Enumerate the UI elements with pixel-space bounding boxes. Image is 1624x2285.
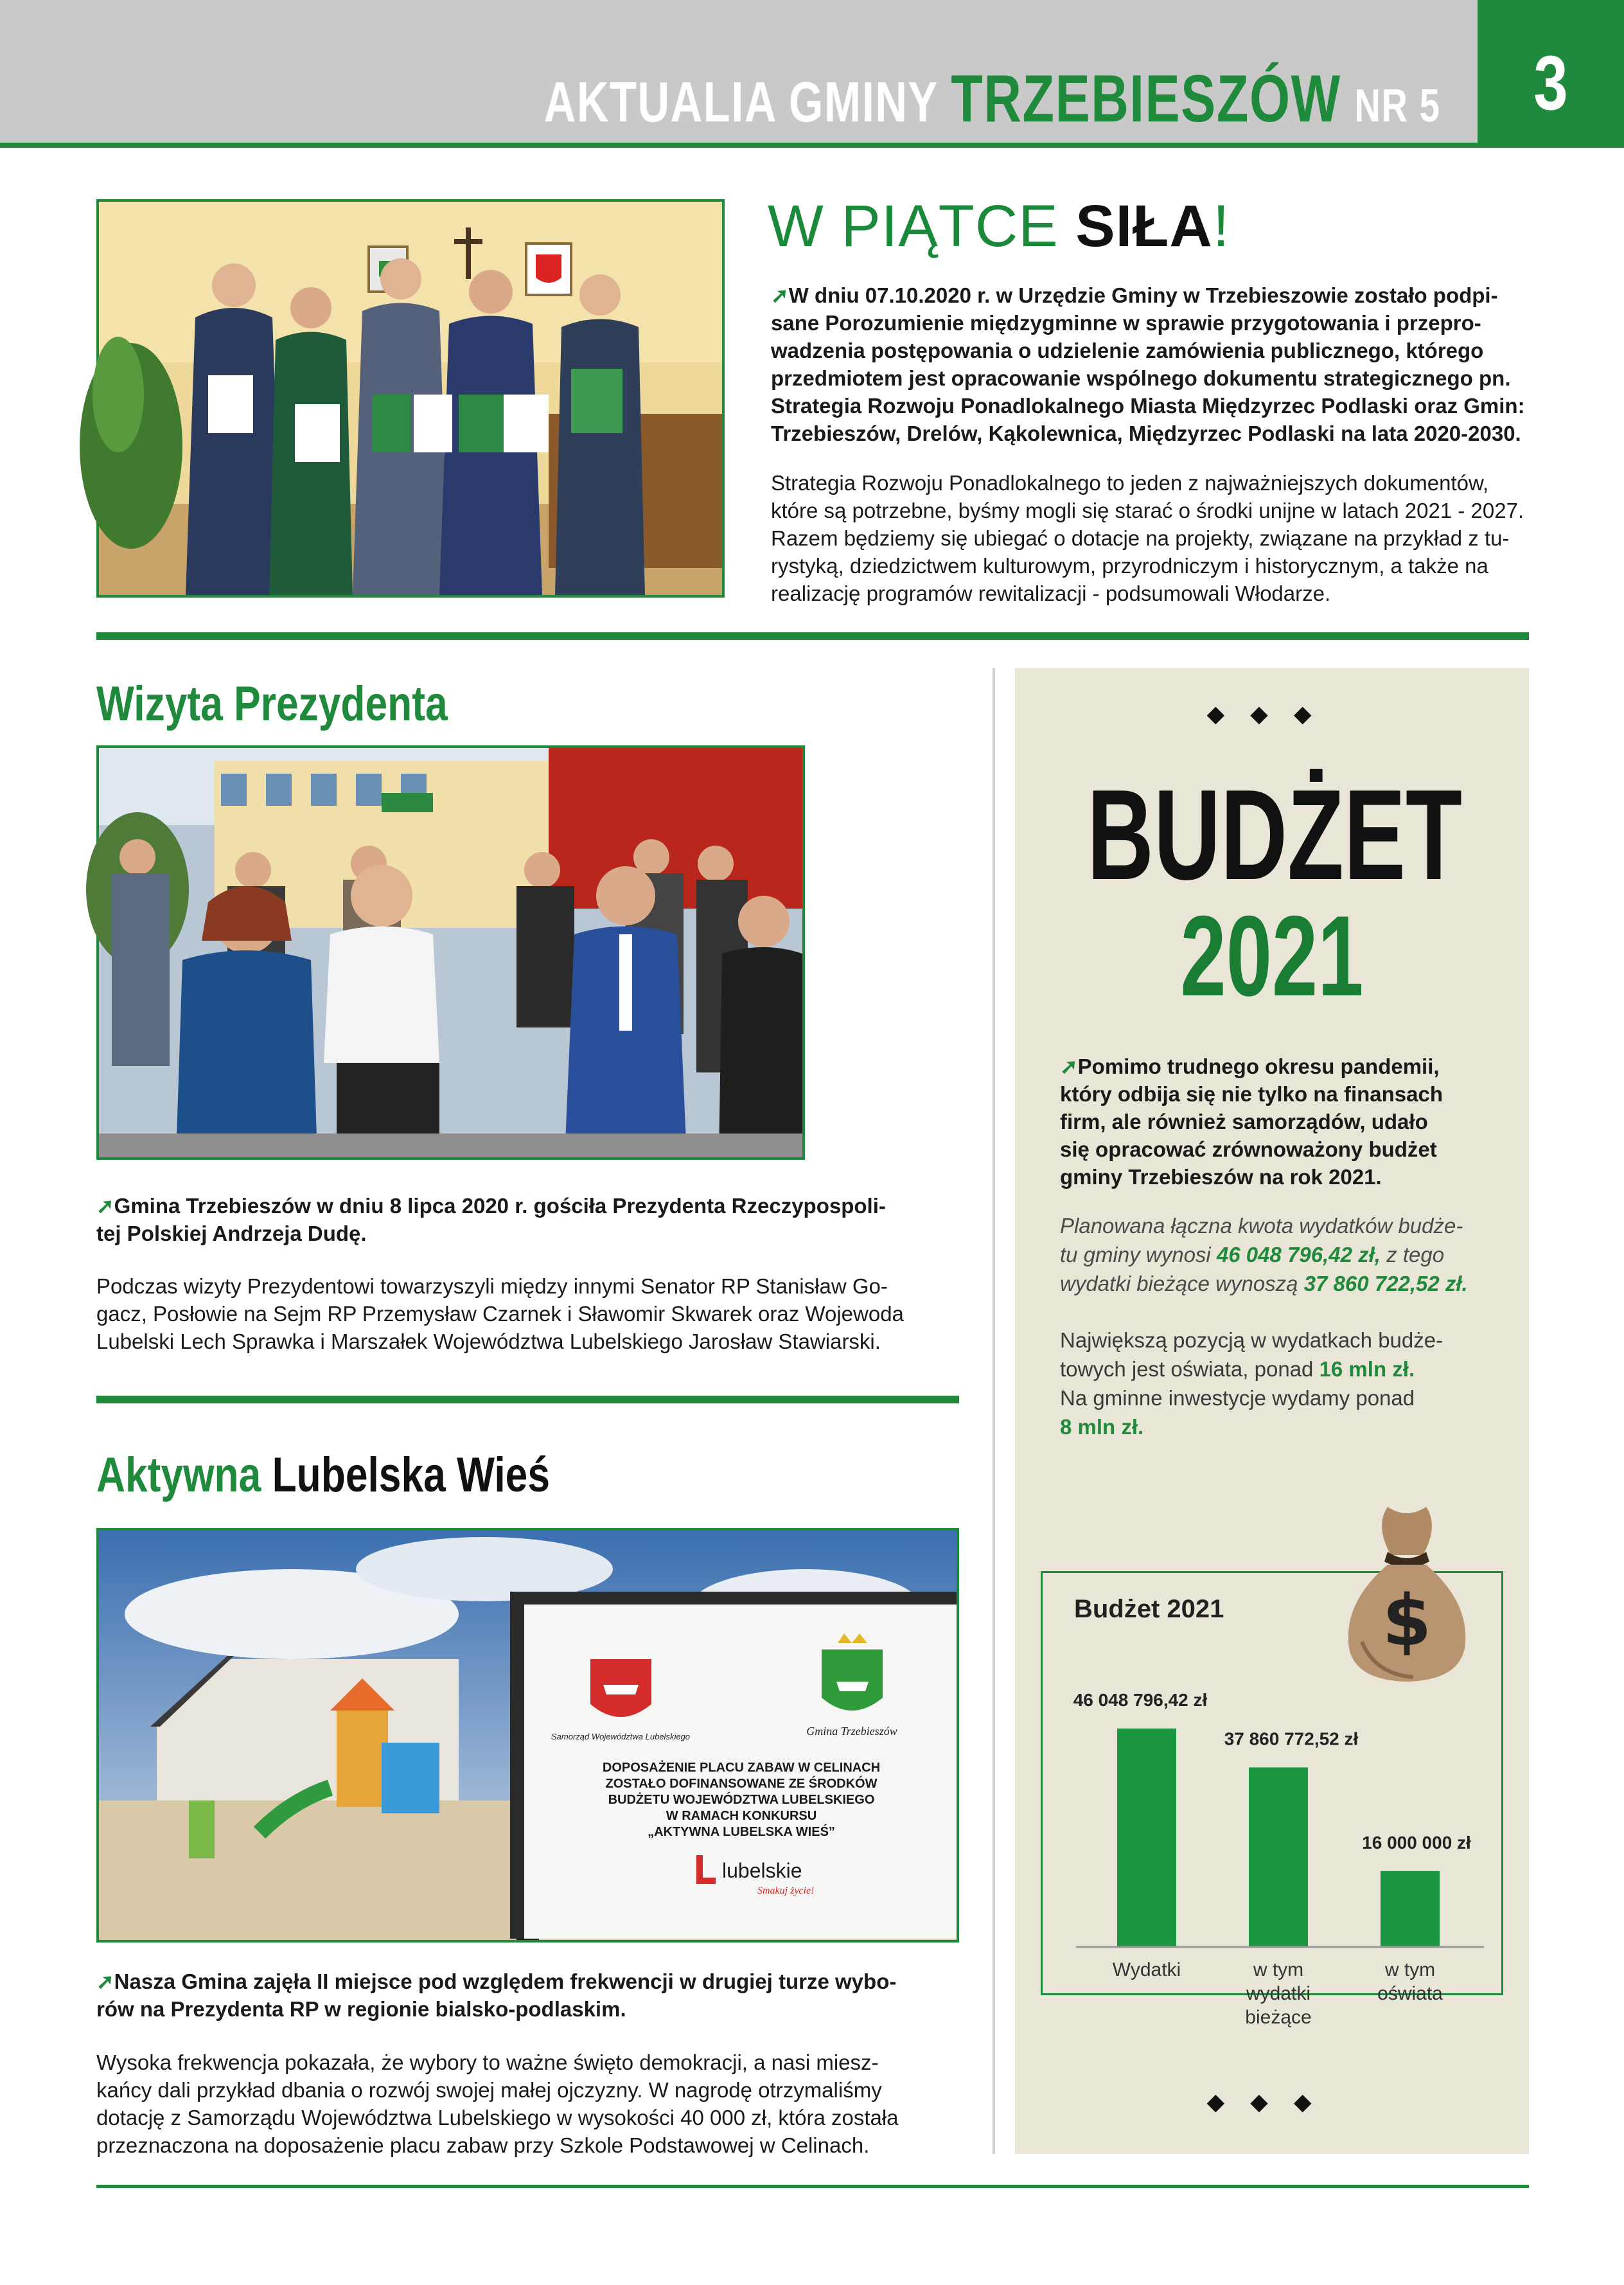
- article3-lead: [96, 1968, 996, 2023]
- sign-line: „AKTYWNA LUBELSKA WIEŚ”: [648, 1825, 835, 1839]
- budget-bar-chart: [1041, 1571, 1503, 2028]
- signing-photo: [96, 199, 725, 598]
- article3-body: [96, 2049, 996, 2159]
- masthead-title: [544, 61, 1441, 138]
- article3-lead-line: rów na Prezydenta RP w regionie bialsko-podlaskim.: [96, 1997, 626, 2021]
- chart-bar: [1117, 1729, 1176, 1947]
- sign-right-caption: Gmina Trzebieszów: [806, 1725, 897, 1738]
- article2-body-line: Lubelski Lech Sprawka i Marszałek Województwa Lubelskiego Jarosław Stawiarski.: [96, 1329, 881, 1353]
- budget-lead: [1060, 1053, 1522, 1191]
- chart-data-label: 37 860 772,52 zł: [1224, 1729, 1359, 1749]
- article1-lead-line: sane Porozumienie międzygminne w sprawie przygotowania i przepro-: [771, 311, 1481, 335]
- budget-title: BUDŻET: [1087, 763, 1462, 907]
- chart-category-label: Wydatki: [1112, 1959, 1181, 1980]
- article2-body-line: Podczas wizyty Prezydentowi towarzyszyli między innymi Senator RP Stanisław Go-: [96, 1274, 888, 1298]
- article1-body-line: Strategia Rozwoju Ponadlokalnego to jeden z najważniejszych dokumentów,: [771, 471, 1489, 495]
- masthead-part2: TRZEBIESZÓW: [951, 62, 1342, 136]
- sign-line: ZOSTAŁO DOFINANSOWANE ZE ŚRODKÓW: [605, 1777, 878, 1791]
- article3-body-line: dotację z Samorządu Województwa Lubelskiego w wysokości 40 000 zł, która została: [96, 2106, 899, 2129]
- article2-lead-line: tej Polskiej Andrzeja Dudę.: [96, 1222, 367, 1245]
- article1-title: [768, 193, 1230, 260]
- chart-bar: [1249, 1767, 1308, 1947]
- chart-data-label: 16 000 000 zł: [1362, 1832, 1471, 1853]
- chart-title: Budżet 2021: [1074, 1595, 1224, 1623]
- header-underline: [0, 143, 1624, 148]
- budget-p1-line: Planowana łączna kwota wydatków budże-: [1060, 1214, 1463, 1238]
- article2-title: Wizyta Prezydenta: [96, 677, 448, 731]
- page-number: 3: [1533, 40, 1568, 126]
- footer-rule: [96, 2185, 1529, 2188]
- masthead-issue: NR 5: [1354, 80, 1441, 132]
- article1-body-line: rystyką, dziedzictwem kulturowym, przyrodniczym i historycznym, a także na: [771, 554, 1488, 578]
- column-divider: [993, 668, 995, 2154]
- gmina-crest-icon: [822, 1649, 883, 1711]
- chart-category-label: w tym: [1384, 1959, 1436, 1980]
- chart-bar: [1381, 1871, 1440, 1947]
- article3-title-black: Lubelska Wieś: [272, 1448, 550, 1502]
- sign-line: DOPOSAŻENIE PLACU ZABAW W CELINACH: [602, 1761, 881, 1775]
- budget-total-amount: 46 048 796,42 zł,: [1216, 1243, 1381, 1267]
- budget-planned-paragraph: [1060, 1211, 1489, 1298]
- budget-investment-amount: 8 mln zł.: [1060, 1415, 1144, 1439]
- budget-lead-line: się opracować zrównoważony budżet: [1060, 1137, 1437, 1161]
- article1-lead-line: Strategia Rozwoju Ponadlokalnego Miasta Międzyrzec Podlaski oraz Gmin:: [771, 394, 1525, 418]
- article3-body-line: kańcy dali przykład dbania o rozwój swojej małej ojczyzny. W nagrodę otrzymaliśmy: [96, 2078, 882, 2102]
- article1-body: [771, 469, 1529, 607]
- arrow-icon: ➚: [96, 1969, 114, 1993]
- budget-p1-line: z tego: [1380, 1243, 1445, 1267]
- article1-lead-line: wadzenia postępowania o udzielenie zamówienia publicznego, którego: [771, 339, 1484, 362]
- article3-title: [96, 1447, 550, 1503]
- chart-category-label: w tym: [1253, 1959, 1304, 1980]
- budget-p1-line: wydatki bieżące wynoszą: [1060, 1272, 1304, 1295]
- budget-p2-line: towych jest oświata, ponad: [1060, 1357, 1320, 1381]
- article1-lead-line: W dniu 07.10.2020 r. w Urzędzie Gminy w Trzebieszowie zostało podpi-: [788, 283, 1498, 307]
- svg-text:$: $: [1382, 1579, 1432, 1662]
- budget-largest-paragraph: [1060, 1326, 1489, 1441]
- diamond-ornament-icon: ◆◆◆: [1206, 2088, 1337, 2115]
- article3-body-line: Wysoka frekwencja pokazała, że wybory to ważne święto demokracji, a nasi miesz-: [96, 2050, 879, 2074]
- budget-lead-line: Pomimo trudnego okresu pandemii,: [1077, 1054, 1440, 1078]
- masthead-part1: AKTUALIA GMINY: [544, 70, 939, 134]
- article1-lead-line: przedmiotem jest opracowanie wspólnego dokumentu strategicznego pn.: [771, 366, 1511, 390]
- article1-lead: [771, 281, 1529, 447]
- budget-p2-line: Na gminne inwestycje wydamy ponad: [1060, 1386, 1415, 1410]
- sign-tagline: Smakuj życie!: [757, 1885, 815, 1896]
- signing-photo-image: [99, 202, 722, 595]
- sign-left-caption: Samorząd Województwa Lubelskiego: [551, 1732, 691, 1741]
- article1-body-line: które są potrzebne, byśmy mogli się starać o środki unijne w latach 2021 - 2027.: [771, 499, 1524, 522]
- article2-lead-line: Gmina Trzebieszów w dniu 8 lipca 2020 r. gościła Prezydenta Rzeczypospoli-: [114, 1194, 886, 1218]
- article2-body: [96, 1272, 996, 1355]
- sign-brand: lubelskie: [722, 1859, 802, 1882]
- article1-lead-line: Trzebieszów, Drelów, Kąkolewnica, Międzyrzec Podlaski na lata 2020-2030.: [771, 422, 1521, 445]
- article1-title-bold: SIŁA: [1075, 193, 1213, 259]
- budget-education-amount: 16 mln zł.: [1319, 1357, 1415, 1381]
- playground-image: [99, 1531, 957, 1940]
- budget-p1-line: tu gminy wynosi: [1060, 1243, 1217, 1267]
- president-visit-photo: [96, 745, 805, 1160]
- arrow-icon: ➚: [96, 1194, 114, 1218]
- budget-lead-line: który odbija się nie tylko na finansach: [1060, 1082, 1443, 1106]
- article3-lead-line: Nasza Gmina zajęła II miejsce pod względem frekwencji w drugiej turze wybo-: [114, 1969, 897, 1993]
- article1-title-end: !: [1212, 193, 1230, 259]
- section-divider: [96, 632, 1529, 640]
- playground-sign-photo: [96, 1528, 959, 1943]
- article1-body-line: Razem będziemy się ubiegać o dotacje na projekty, związane na przykład z tu-: [771, 526, 1510, 550]
- sign-line: W RAMACH KONKURSU: [666, 1809, 817, 1823]
- president-visit-image: [99, 748, 802, 1157]
- sign-line: BUDŻETU WOJEWÓDZTWA LUBELSKIEGO: [608, 1793, 875, 1807]
- arrow-icon: ➚: [1060, 1054, 1078, 1078]
- diamond-ornament-icon: ◆◆◆: [1206, 700, 1337, 727]
- article1-body-line: realizację programów rewitalizacji - podsumowali Włodarze.: [771, 582, 1331, 605]
- article1-title-light: W PIĄTCE: [768, 193, 1059, 259]
- chart-category-label: oświata: [1377, 1983, 1443, 2004]
- article3-body-line: przeznaczona na doposażenie placu zabaw przy Szkole Podstawowej w Celinach.: [96, 2133, 870, 2157]
- budget-lead-line: gminy Trzebieszów na rok 2021.: [1060, 1165, 1382, 1189]
- arrow-icon: ➚: [771, 283, 789, 307]
- budget-p2-line: Największą pozycją w wydatkach budże-: [1060, 1328, 1443, 1352]
- section-divider: [96, 1396, 959, 1403]
- article2-body-line: gacz, Posłowie na Sejm RP Przemysław Czarnek i Sławomir Skwarek oraz Wojewoda: [96, 1302, 904, 1326]
- chart-data-label: 46 048 796,42 zł: [1073, 1689, 1208, 1710]
- chart-category-label: wydatki: [1246, 1983, 1311, 2004]
- budget-year: 2021: [1180, 892, 1364, 1020]
- budget-lead-line: firm, ale również samorządów, udało: [1060, 1110, 1428, 1134]
- chart-category-label: bieżące: [1245, 2007, 1312, 2028]
- article2-lead: [96, 1192, 996, 1247]
- article3-title-green: Aktywna: [96, 1448, 261, 1502]
- budget-current-amount: 37 860 722,52 zł.: [1303, 1272, 1468, 1295]
